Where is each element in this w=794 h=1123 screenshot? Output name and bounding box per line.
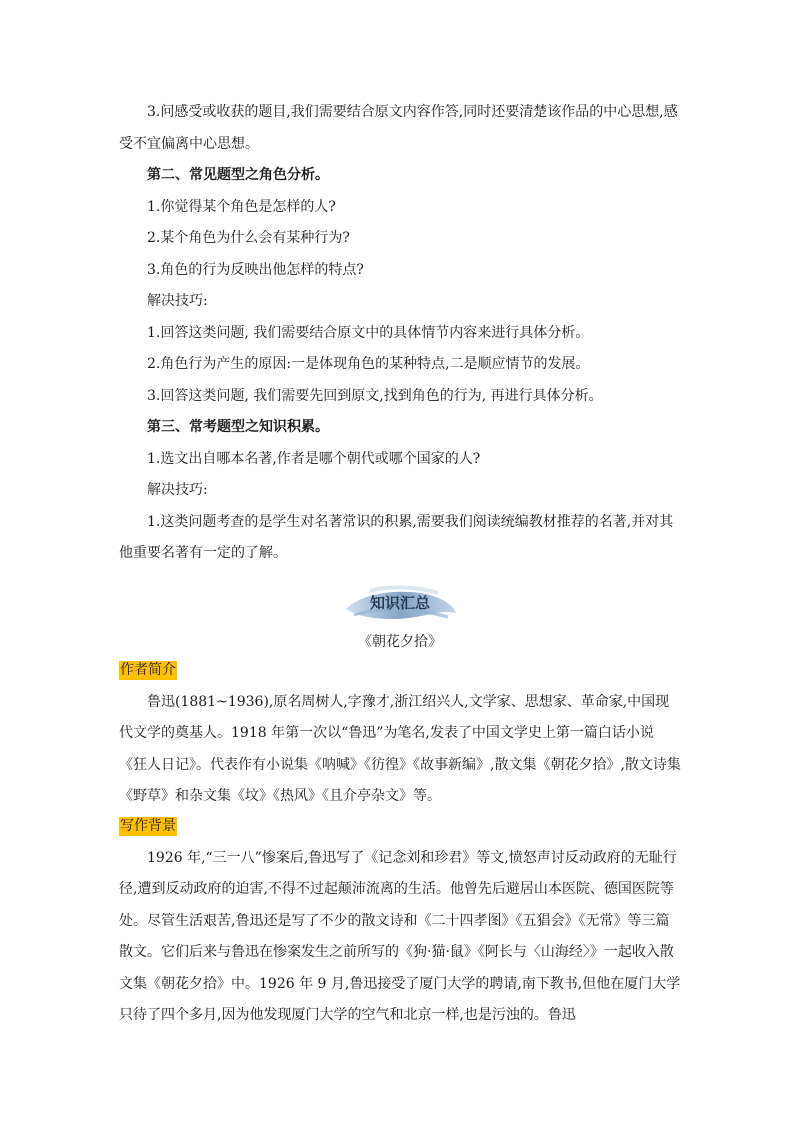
question-feeling-tip: 3.问感受或收获的题目,我们需要结合原文内容作答,同时还要清楚该作品的中心思想,感受不宜偏离中心思想。 [119,104,678,152]
author-intro-text: 鲁迅(1881~1936),原名周树人,字豫才,浙江绍兴人,文学家、思想家、革命家,中国现代文学的奠基人。1918 年第一次以“鲁迅”为笔名,发表了中国文学史上第一篇白话小说《狂人日记》。代表作有小说集《呐喊》《彷徨》《故事新编》,散文集《朝花夕拾》,散文诗集《野草》和杂文集《坟》《热风》《且介亭杂文》等。 [119,693,681,804]
section2-tip-3: 3.回答这类问题, 我们需要先回到原文,找到角色的行为, 再进行具体分析。 [147,387,603,404]
knowledge-summary-banner [119,579,681,625]
section3-tip-1: 1.这类问题考查的是学生对名著常识的积累,需要我们阅读统编教材推荐的名著,并对其他重要名著有一定的了解。 [119,513,674,561]
writing-background-label: 写作背景 [120,817,176,834]
section3-tips-label: 解决技巧: [147,482,208,498]
author-intro-label: 作者简介 [120,661,176,678]
section2-question-1: 1.你觉得某个角色是怎样的人? [147,198,336,215]
section2-question-2: 2.某个角色为什么会有某种行为? [147,230,350,246]
section2-question-3: 3.角色的行为反映出他怎样的特点? [147,261,364,278]
banner-text: 知识汇总 [369,593,431,612]
section2-tip-1: 1.回答这类问题, 我们需要结合原文中的具体情节内容来进行具体分析。 [147,324,590,341]
section2-tip-2: 2.角色行为产生的原因:一是体现角色的某种特点,二是顺应情节的发展。 [147,356,590,372]
page-content [119,97,681,1032]
brush-banner-icon [340,579,460,625]
section3-heading: 第三、常考题型之知识积累。 [147,419,329,435]
section3-question-1: 1.选文出自哪本名著,作者是哪个朝代或哪个国家的人? [147,450,481,467]
book-title: 《朝花夕拾》 [358,633,442,650]
section2-tips-label: 解决技巧: [147,293,208,309]
writing-background-text: 1926 年,“三一八”惨案后,鲁迅写了《记念刘和珍君》等文,愤怒声讨反动政府的无耻行径,遭到反动政府的迫害,不得不过起颠沛流离的生活。他曾先后避居山本医院、德国医院等处。尽管生活艰苦,鲁迅还是写了不少的散文诗和《二十四孝图》《五猖会》《无常》等三篇散文。它们后来与鲁迅在惨案发生之前所写的《狗·猫·鼠》《阿长与〈山海经〉》一起收入散文集《朝花夕拾》中。1926 年 9 月,鲁迅接受了厦门大学的聘请,南下教书,但他在厦门大学只待了四个多月,因为他发现厦门大学的空气和北京一样,也是污浊的。鲁迅 [119,849,681,1023]
section2-heading: 第二、常见题型之角色分析。 [147,167,329,183]
